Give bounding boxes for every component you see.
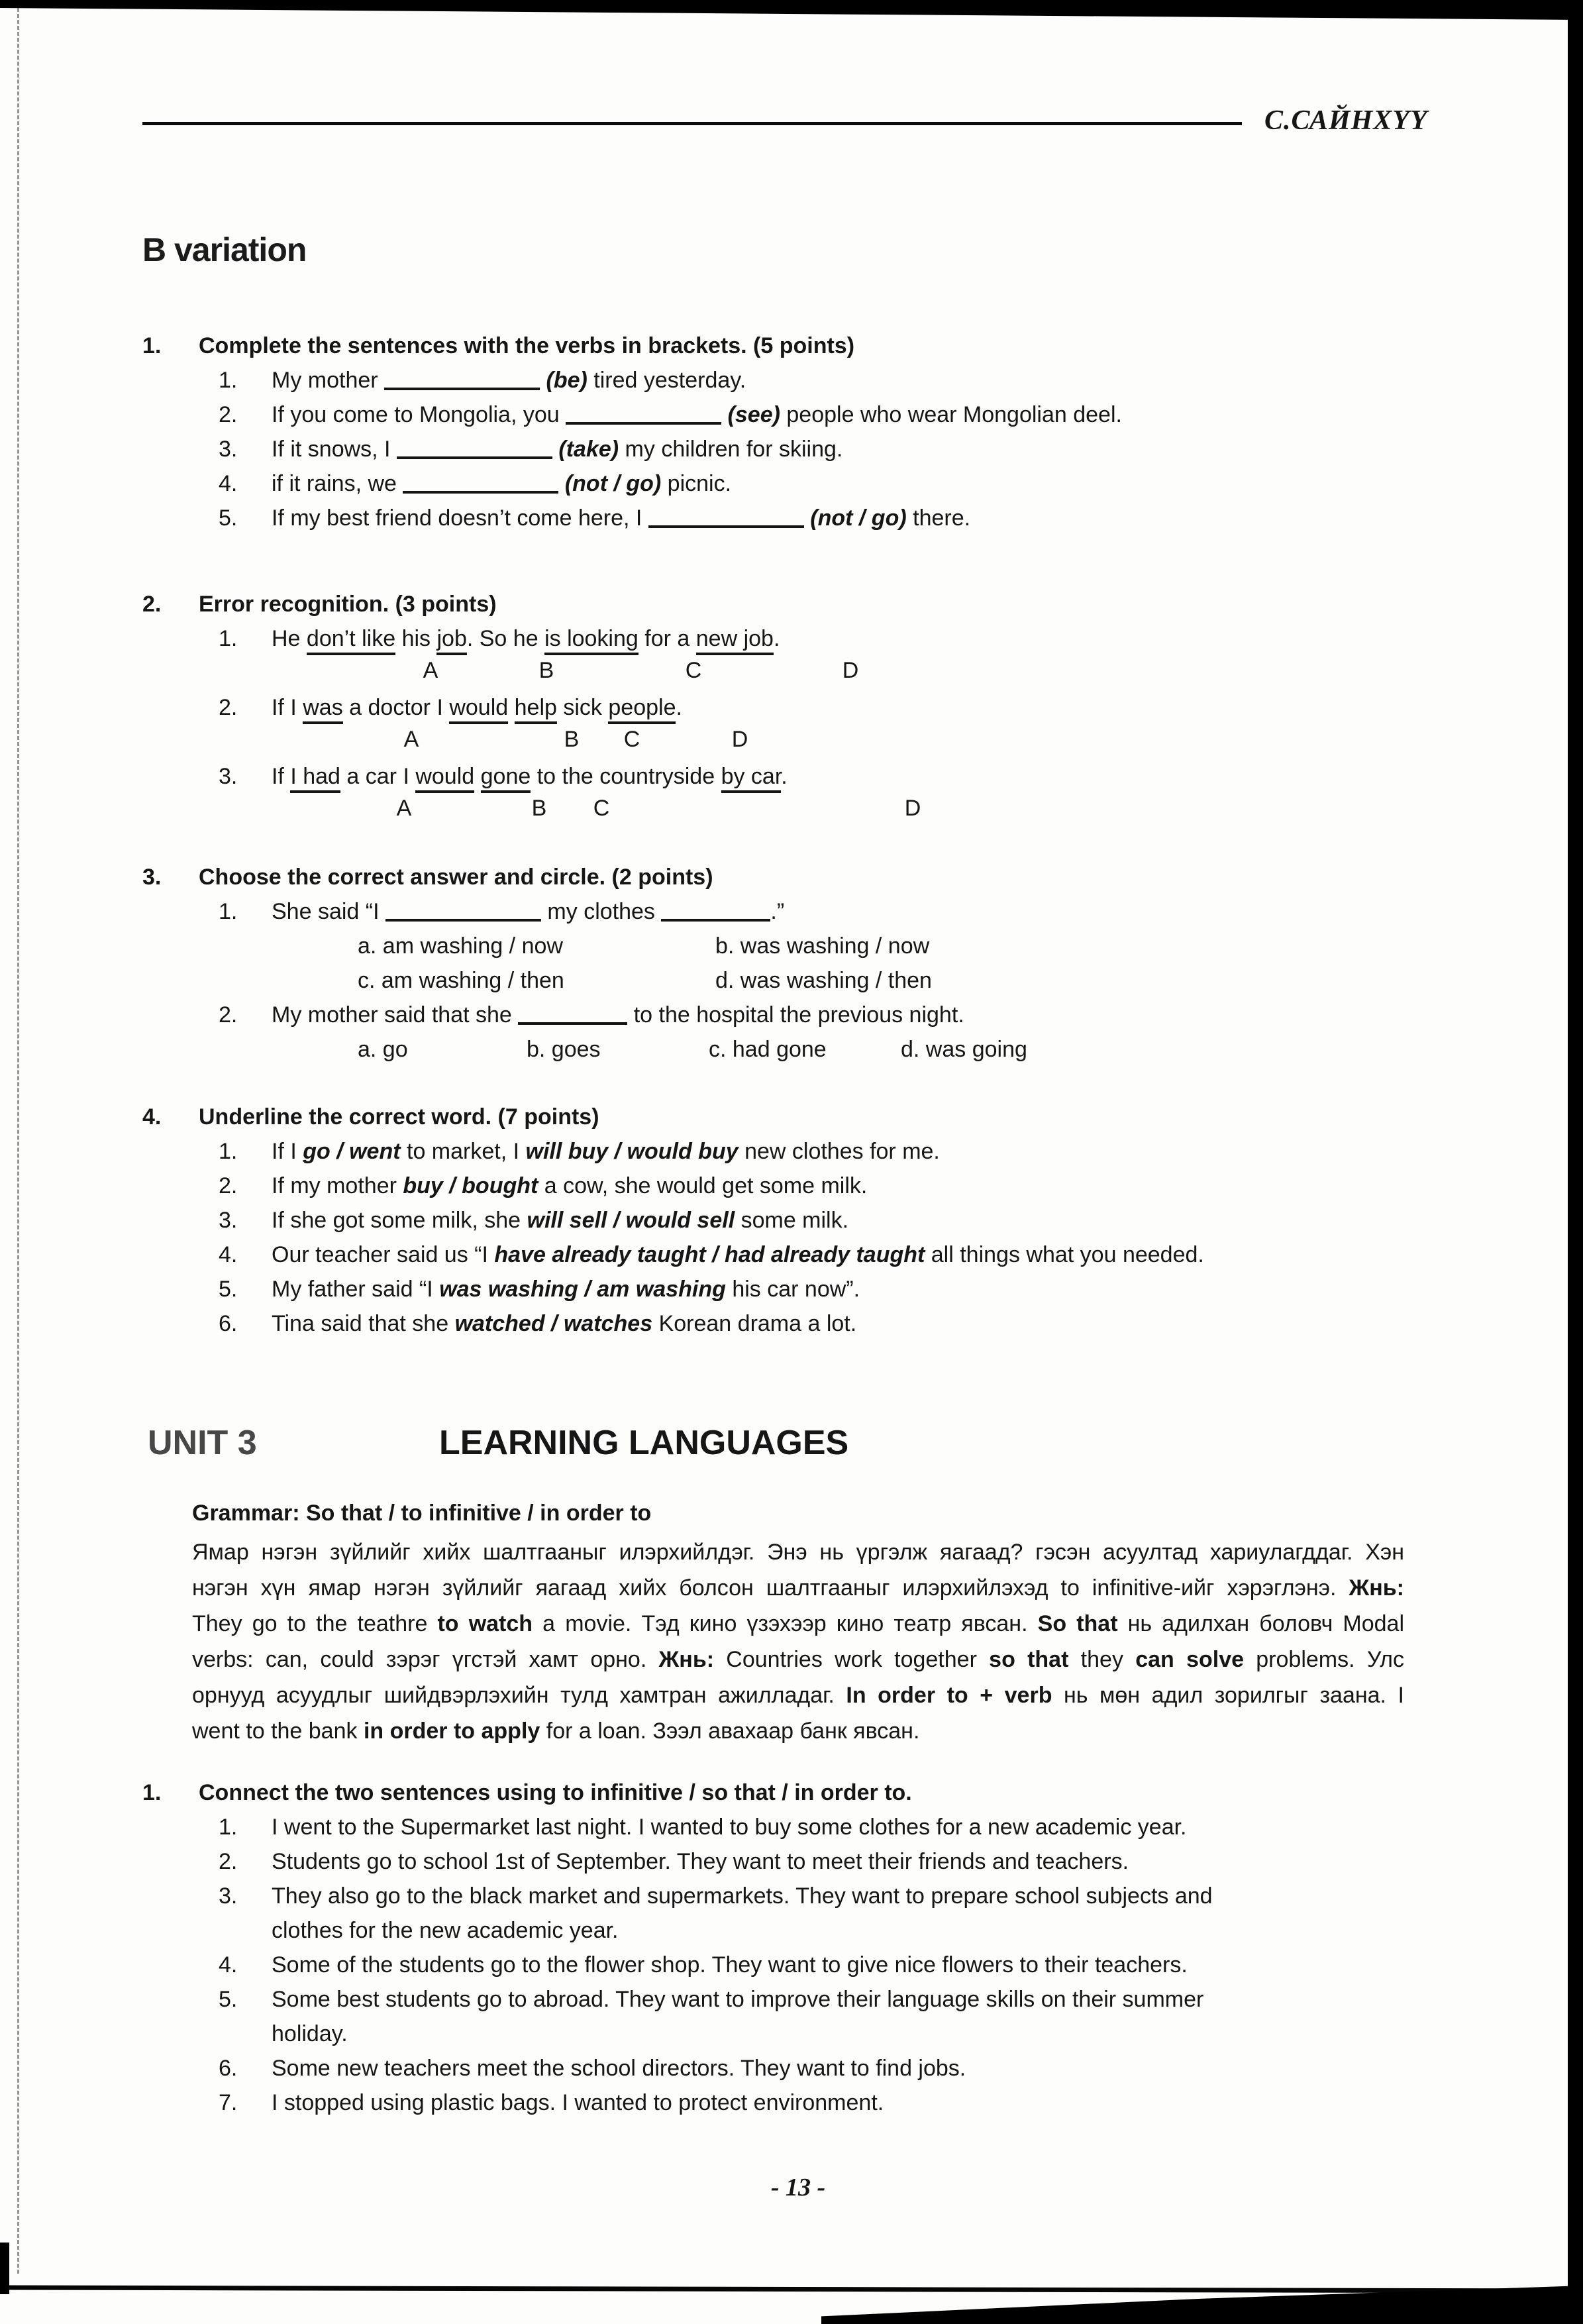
- exercise-items: [219, 1134, 1454, 1341]
- grammar-line: нэгэн хүн ямар нэгэн зүйлийг яагаад хийх болсон шалтгааныг илэрхийлэхэд to infinitive-ийг хэрэглэнэ. Жнь:: [192, 1575, 1404, 1601]
- item-number: 2.: [219, 695, 238, 720]
- exercise-number: 4.: [142, 1104, 162, 1130]
- item-text: I stopped using plastic bags. I wanted to protect environment.: [272, 2090, 884, 2115]
- item-number: 2.: [219, 1849, 238, 1874]
- list-item: [219, 894, 1454, 929]
- item-number: 2.: [219, 402, 238, 427]
- item-number: 4.: [219, 1242, 238, 1267]
- item-text: Tina said that she watched / watches Korean drama a lot.: [272, 1311, 857, 1336]
- unit-heading-section: [142, 1423, 1454, 1463]
- item-number: 2.: [219, 1173, 238, 1198]
- exercise-number: 3.: [142, 865, 162, 890]
- exercise-header: [142, 329, 1454, 363]
- item-number: 5.: [219, 1987, 238, 2012]
- item-number: 3.: [219, 1208, 238, 1233]
- options-row: [358, 1032, 1454, 1067]
- answer-letter: B: [538, 658, 554, 683]
- answer-letter: D: [904, 796, 921, 821]
- grammar-line: орнууд асуудлыг шийдвэрлэхийн тулд хамтран ажилладаг. In order to + verb нь мөн адил зорилгыг заана. I: [192, 1683, 1404, 1708]
- item-number: 7.: [219, 2090, 238, 2115]
- item-number: 6.: [219, 1311, 238, 1336]
- item-text: Some of the students go to the flower shop. They want to give nice flowers to their teachers.: [272, 1952, 1188, 1978]
- item-number: 3.: [219, 764, 238, 789]
- item-number: 4.: [219, 1952, 238, 1978]
- exercise-items: [219, 1810, 1454, 2120]
- list-item: [219, 1238, 1454, 1272]
- item-number: 3.: [219, 1883, 238, 1909]
- item-number: 1.: [219, 626, 238, 651]
- list-item: [219, 466, 1454, 501]
- answer-letter: B: [531, 796, 547, 821]
- exercise-header: [142, 587, 1454, 621]
- options-row: [358, 929, 1454, 963]
- item-number: 1.: [219, 899, 238, 924]
- scan-artifact-right-edge: [1568, 0, 1583, 2324]
- unit-label: UNIT 3: [148, 1424, 257, 1462]
- item-text: Some new teachers meet the school directors. They want to find jobs.: [272, 2056, 966, 2081]
- answer-letter: A: [423, 658, 438, 683]
- option: c. am washing / then: [358, 968, 564, 993]
- exercise-choose-answer: [142, 860, 1454, 1067]
- list-item: [219, 1879, 1454, 1948]
- item-text: Some best students go to abroad. They want to improve their language skills on their summer holiday.: [272, 1987, 1204, 2046]
- page-number: - 13 -: [770, 2174, 826, 2201]
- item-text: If my best friend doesn’t come here, I (not / go) there.: [272, 505, 971, 531]
- exercise-title: Connect the two sentences using to infinitive / so that / in order to.: [199, 1780, 912, 1805]
- list-item: [219, 1134, 1454, 1169]
- unit-heading-row: [142, 1423, 1454, 1463]
- exercise-items: [219, 894, 1454, 1067]
- item-number: 1.: [219, 368, 238, 393]
- item-text: My mother said that she to the hospital the previous night.: [272, 1002, 964, 1028]
- grammar-paragraph: [192, 1534, 1404, 1749]
- scan-artifact-bottom-line: [9, 2286, 1559, 2294]
- option: d. was going: [901, 1037, 1027, 1062]
- grammar-line: went to the bank in order to apply for a loan. Зээл авахаар банк явсан.: [192, 1718, 920, 1744]
- grammar-section: [142, 1496, 1454, 1749]
- item-number: 5.: [219, 1277, 238, 1302]
- list-item: [219, 998, 1454, 1032]
- exercise-number: 1.: [142, 333, 162, 358]
- exercise-title: Error recognition. (3 points): [199, 592, 497, 617]
- list-item: [219, 690, 1454, 725]
- item-text: If she got some milk, she will sell / would sell some milk.: [272, 1208, 849, 1233]
- answer-letters-row: [348, 725, 1454, 754]
- answer-letter: D: [731, 727, 748, 752]
- item-number: 5.: [219, 505, 238, 531]
- list-item: [219, 1306, 1454, 1341]
- item-text: If I was a doctor I would help sick people.: [272, 690, 1454, 725]
- item-number: 4.: [219, 471, 238, 496]
- exercise-header: [142, 1775, 1454, 1810]
- exercise-title: Choose the correct answer and circle. (2 points): [199, 865, 713, 890]
- item-text: My mother (be) tired yesterday.: [272, 368, 746, 393]
- scan-artifact-left-strip: [0, 2243, 9, 2294]
- item-text: If I had a car I would gone to the countryside by car.: [272, 759, 1454, 794]
- item-text: If you come to Mongolia, you (see) people who wear Mongolian deel.: [272, 402, 1122, 427]
- answer-letter: D: [842, 658, 859, 683]
- exercise-title: Complete the sentences with the verbs in brackets. (5 points): [199, 333, 855, 358]
- list-item: [219, 432, 1454, 466]
- item-text: If I go / went to market, I will buy / would buy new clothes for me.: [272, 1139, 940, 1164]
- list-item: [219, 1982, 1454, 2051]
- grammar-line: They go to the teathre to watch a movie. Тэд кино үзэхээр кино театр явсан. So that нь адилхан боловч Modal: [192, 1611, 1405, 1636]
- header-rule: [142, 122, 1242, 125]
- list-item: [219, 1272, 1454, 1306]
- item-text: Our teacher said us “I have already taught / had already taught all things what you needed.: [272, 1242, 1204, 1267]
- list-item: [219, 2051, 1454, 2086]
- grammar-line: verbs: can, could зэрэг үгстэй хамт орно. Жнь: Countries work together so that they can solve problems. Улс: [192, 1647, 1404, 1672]
- list-item: [219, 621, 1454, 656]
- scan-artifact-left-dashed-line: [17, 8, 19, 2274]
- exercise-header: [142, 1100, 1454, 1134]
- list-item: [219, 1810, 1454, 1844]
- item-text: He don’t like his job. So he is looking for a new job.: [272, 621, 1454, 656]
- answer-letter: A: [396, 796, 412, 821]
- list-item: [219, 363, 1454, 397]
- option: c. had gone: [709, 1037, 827, 1062]
- scan-artifact-top-edge: [0, 0, 1583, 20]
- item-text: If my mother buy / bought a cow, she would get some milk.: [272, 1173, 868, 1198]
- option: b. was washing / now: [715, 933, 930, 959]
- answer-letters-row: [348, 794, 1454, 823]
- grammar-line: Ямар нэгэн зүйлийг хийх шалтгааныг илэрхийлдэг. Энэ нь үргэлж яагаад? гэсэн асуултад хариулагддаг. Хэн: [192, 1540, 1404, 1565]
- exercise-items: [219, 621, 1454, 823]
- exercise-number: 1.: [142, 1780, 162, 1805]
- item-text: They also go to the black market and supermarkets. They want to prepare school subjects and clothes for the new academic year.: [272, 1883, 1213, 1943]
- exercise-complete-sentences: [142, 329, 1454, 535]
- list-item: [219, 501, 1454, 535]
- answer-letter: C: [593, 796, 610, 821]
- exercise-number: 2.: [142, 592, 162, 617]
- variation-heading: B variation: [142, 231, 307, 268]
- answer-letter: C: [685, 658, 702, 683]
- exercise-underline-word: [142, 1100, 1454, 1341]
- list-item: [219, 1844, 1454, 1879]
- list-item: [219, 397, 1454, 432]
- item-number: 1.: [219, 1815, 238, 1840]
- item-number: 3.: [219, 437, 238, 462]
- list-item: [219, 759, 1454, 794]
- item-text: She said “I my clothes .”: [272, 899, 785, 924]
- option: a. am washing / now: [358, 933, 563, 959]
- item-number: 1.: [219, 1139, 238, 1164]
- answer-letter: C: [623, 727, 640, 752]
- list-item: [219, 1203, 1454, 1238]
- author-name: С.САЙНХYY: [1264, 105, 1428, 136]
- unit-title: LEARNING LANGUAGES: [439, 1424, 849, 1462]
- option: b. goes: [527, 1037, 601, 1062]
- list-item: [219, 2086, 1454, 2120]
- option: a. go: [358, 1037, 408, 1062]
- item-number: 2.: [219, 1002, 238, 1028]
- exercise-error-recognition: [142, 587, 1454, 828]
- exercise-items: [219, 363, 1454, 535]
- options-row: [358, 963, 1454, 998]
- list-item: [219, 1948, 1454, 1982]
- answer-letters-row: [348, 656, 1454, 685]
- item-text: My father said “I was washing / am washing his car now”.: [272, 1277, 860, 1302]
- exercise-header: [142, 860, 1454, 894]
- page-header: [142, 105, 1428, 136]
- answer-letter: A: [403, 727, 419, 752]
- list-item: [219, 1169, 1454, 1203]
- item-text: I went to the Supermarket last night. I wanted to buy some clothes for a new academic year.: [272, 1815, 1187, 1840]
- item-text: Students go to school 1st of September. They want to meet their friends and teachers.: [272, 1849, 1129, 1874]
- item-number: 6.: [219, 2056, 238, 2081]
- exercise-title: Underline the correct word. (7 points): [199, 1104, 599, 1130]
- answer-letter: B: [564, 727, 580, 752]
- item-text: If it snows, I (take) my children for skiing.: [272, 437, 843, 462]
- grammar-heading: Grammar: So that / to infinitive / in order to: [192, 1501, 652, 1526]
- option: d. was washing / then: [715, 968, 932, 993]
- exercise-connect-sentences: [142, 1775, 1454, 2120]
- item-text: if it rains, we (not / go) picnic.: [272, 471, 732, 496]
